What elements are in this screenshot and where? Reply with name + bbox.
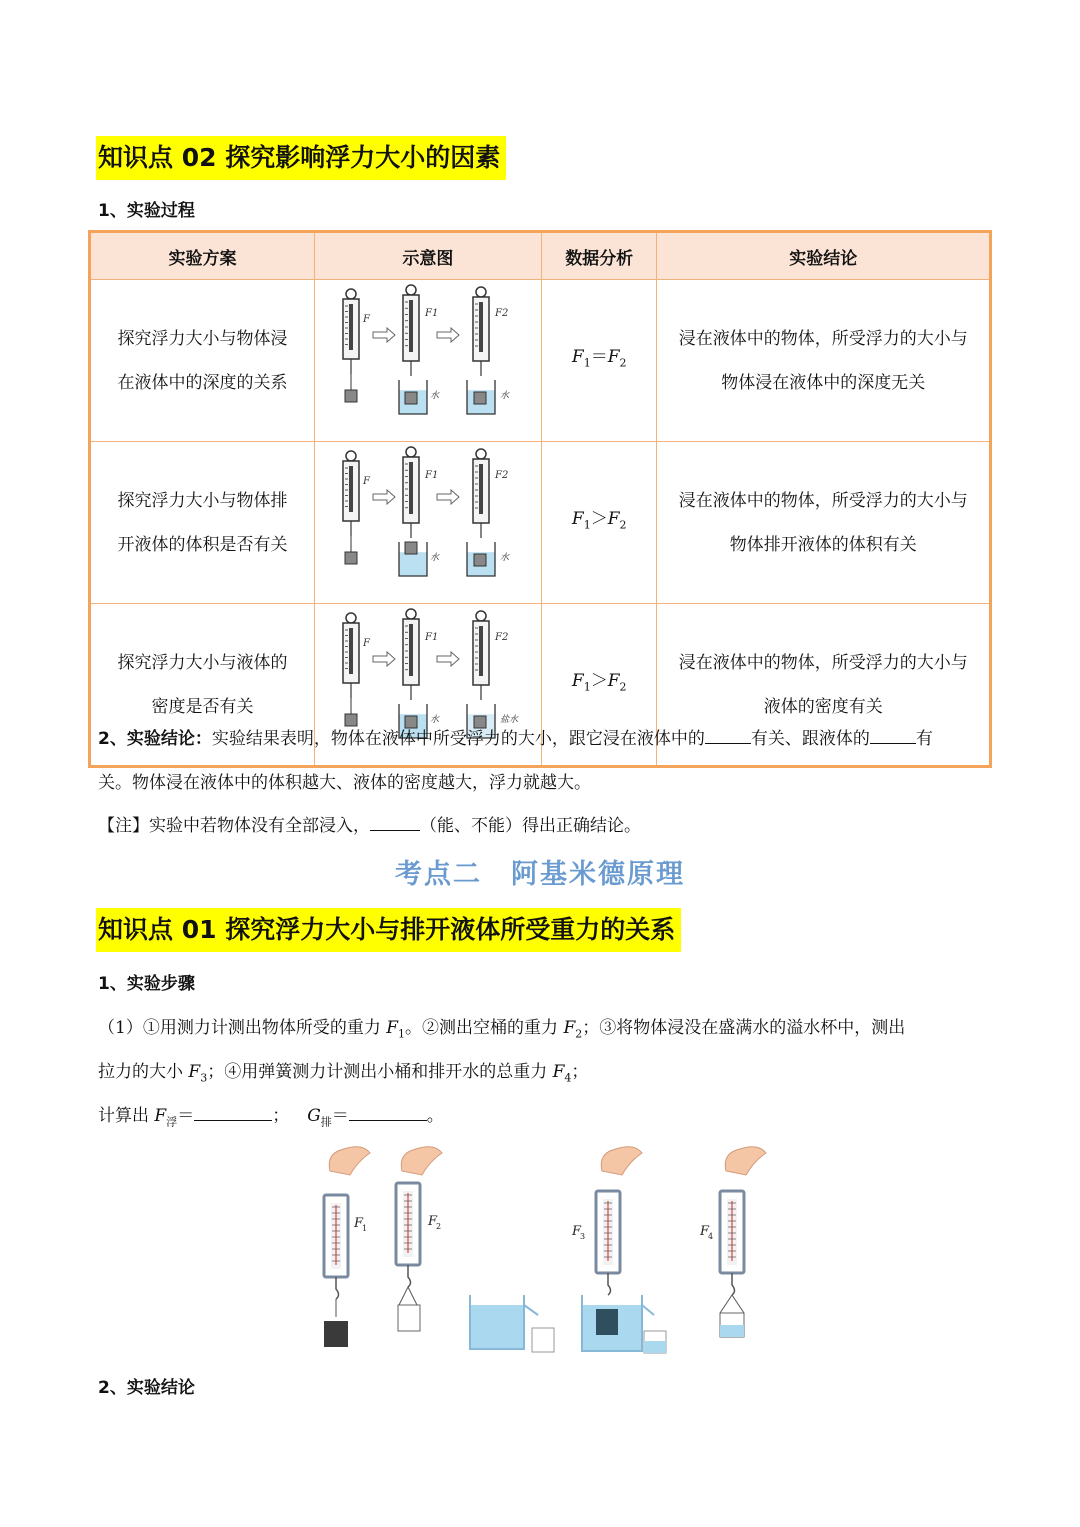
block-1 <box>345 552 357 564</box>
plan-line: 在液体中的深度的关系 <box>117 372 288 393</box>
conclusion-text-a: 实验结果表明，物体在液体中所受浮力的大小，跟它浸在液体中的 <box>211 729 705 749</box>
label-f: F <box>362 476 370 487</box>
small-bucket-1 <box>532 1328 554 1352</box>
bucket-2 <box>398 1305 420 1331</box>
conclusion-line: 液体的密度有关 <box>763 696 883 717</box>
scale-1-spring <box>349 304 353 350</box>
scale-2-hook <box>408 1265 411 1287</box>
archimedes-figure <box>300 1145 780 1360</box>
bucket-4-handle <box>720 1295 744 1313</box>
analysis-formula <box>572 335 627 385</box>
arrow-2 <box>437 490 459 504</box>
label-f: F <box>362 314 370 325</box>
label-f2: F <box>428 1214 438 1229</box>
block-3 <box>474 554 486 566</box>
hand-1 <box>329 1147 370 1175</box>
plan-line: 开液体的体积是否有关 <box>117 534 288 555</box>
label-liquid-1: 水 <box>429 715 439 725</box>
sub-1: 1 <box>398 1027 406 1041</box>
step-text-1a: （1）①用测力计测出物体所受的重力 <box>98 1018 387 1038</box>
scale-2-spring <box>409 300 413 352</box>
calc-text-a: 计算出 <box>98 1106 155 1126</box>
operator: ＞ <box>590 509 608 530</box>
scale-2-ring <box>406 447 416 457</box>
step-text-2a: 拉力的大小 <box>98 1062 189 1082</box>
header-plan: 实验方案 <box>90 232 315 280</box>
label-f3-sub: 3 <box>580 1232 586 1241</box>
sym-f: F <box>571 347 584 368</box>
sub: 1 <box>583 680 591 694</box>
cell-analysis <box>541 280 657 442</box>
arrow-1 <box>373 328 395 342</box>
label-f4: F <box>700 1224 710 1239</box>
cell-diagram <box>314 442 541 604</box>
block-2 <box>405 392 417 404</box>
sym-f: F <box>571 671 584 692</box>
cell-plan <box>90 280 315 442</box>
hand-2 <box>401 1147 442 1175</box>
bucket-2-handle <box>398 1287 418 1307</box>
plan-line: 探究浮力大小与物体浸 <box>117 328 288 349</box>
sym-f-fu: F <box>154 1106 167 1126</box>
section-heading-1: 知识点 02 探究影响浮力大小的因素 <box>96 136 506 180</box>
cell-analysis <box>541 442 657 604</box>
label-liquid-1: 水 <box>429 553 439 563</box>
scale-3-ring <box>476 449 486 459</box>
arrow-2 <box>437 328 459 342</box>
scale-1-spring <box>349 628 353 674</box>
step-title-steps: 1、实验步骤 <box>98 974 195 994</box>
table-row <box>90 280 991 442</box>
conclusion-line: 物体浸在液体中的深度无关 <box>721 372 926 393</box>
blank-3[interactable] <box>370 830 420 831</box>
sub: 2 <box>619 518 627 532</box>
sym-f: F <box>607 509 620 530</box>
sub-fu: 浮 <box>166 1115 178 1129</box>
blank-g-pai[interactable] <box>349 1120 427 1121</box>
label-f2: F2 <box>494 632 509 643</box>
sub-pai: 排 <box>320 1115 332 1129</box>
scale-2-ring <box>406 609 416 619</box>
conclusion-label: 2、实验结论： <box>98 729 212 749</box>
conclusion-line: 物体排开液体的体积有关 <box>729 534 917 555</box>
section-title: 考点二 阿基米德原理 <box>395 859 685 890</box>
scale-4-hook <box>732 1273 735 1295</box>
conclusion-line: 浸在液体中的物体，所受浮力的大小与 <box>678 490 968 511</box>
spring-scale-diagram <box>315 442 541 586</box>
label-f1: F <box>354 1216 364 1231</box>
sym-f4: F <box>552 1062 565 1082</box>
cell-conclusion <box>657 280 991 442</box>
scale-2-spring <box>409 462 413 514</box>
analysis-formula <box>572 497 627 547</box>
sym-f: F <box>571 509 584 530</box>
calc-text-e: 。 <box>426 1106 444 1126</box>
note-line <box>98 811 641 836</box>
step-line-1 <box>98 1013 905 1040</box>
blank-f-fu[interactable] <box>194 1120 272 1121</box>
sym-g: G <box>307 1106 321 1126</box>
table-row <box>90 442 991 604</box>
arrow-1 <box>373 652 395 666</box>
sym-f3: F <box>188 1062 201 1082</box>
blank-2[interactable] <box>870 743 916 744</box>
sub: 1 <box>583 356 591 370</box>
conclusion-line: 浸在液体中的物体，所受浮力的大小与 <box>678 652 968 673</box>
scale-1-spring <box>349 466 353 512</box>
conclusion-line-1 <box>98 724 933 749</box>
blank-1[interactable] <box>705 743 751 744</box>
sub-2: 2 <box>575 1027 583 1041</box>
block-3 <box>474 392 486 404</box>
sub-4: 4 <box>564 1071 572 1085</box>
scale-1-ring <box>346 613 356 623</box>
table-header-row <box>90 232 991 280</box>
operator: ＝ <box>590 347 608 368</box>
block-3 <box>596 1309 618 1335</box>
scale-1-ring <box>346 289 356 299</box>
arrow-2 <box>437 652 459 666</box>
label-liquid-2: 水 <box>499 553 509 563</box>
calc-text-d: ＝ <box>331 1106 349 1126</box>
header-analysis: 数据分析 <box>541 232 657 280</box>
block-1 <box>345 390 357 402</box>
label-liquid-2: 水 <box>499 391 509 401</box>
operator: ＞ <box>590 671 608 692</box>
conclusion-line: 浸在液体中的物体，所受浮力的大小与 <box>678 328 968 349</box>
label-f2-sub: 2 <box>436 1222 442 1231</box>
scale-1-hook <box>336 1277 339 1299</box>
label-f1-sub: 1 <box>362 1224 368 1233</box>
label-f2: F2 <box>494 470 509 481</box>
label-liquid-1: 水 <box>429 391 439 401</box>
experiment-table <box>88 230 992 768</box>
scale-3-spring <box>479 302 483 352</box>
cell-conclusion <box>657 442 991 604</box>
conclusion-line-2: 关。物体浸在液体中的体积越大、液体的密度越大，浮力就越大。 <box>98 773 591 793</box>
hand-4 <box>725 1147 766 1175</box>
note-text-a: 【注】实验中若物体没有全部浸入， <box>98 816 370 836</box>
label-f1: F1 <box>424 308 439 319</box>
sym-f: F <box>607 347 620 368</box>
section-heading-2: 知识点 01 探究浮力大小与排开液体所受重力的关系 <box>96 908 681 952</box>
label-f: F <box>362 638 370 649</box>
calc-line <box>98 1101 444 1129</box>
scale-3-spring <box>479 464 483 514</box>
beaker-1-water <box>399 552 427 576</box>
calc-text-c: ； <box>272 1106 290 1126</box>
conclusion-text-c: 有 <box>915 729 933 749</box>
cell-plan <box>90 442 315 604</box>
analysis-formula <box>572 659 627 709</box>
header-conclusion: 实验结论 <box>657 232 991 280</box>
step-text-1c: ；③将物体浸没在盛满水的溢水杯中，测出 <box>582 1018 906 1038</box>
conclusion-text-b: 有关、跟液体的 <box>750 729 870 749</box>
cell-diagram <box>314 280 541 442</box>
spring-scale-diagram <box>315 280 541 424</box>
label-f4-sub: 4 <box>708 1232 714 1241</box>
step-text-2b: ；④用弹簧测力计测出小桶和排开水的总重力 <box>207 1062 553 1082</box>
scale-3-spring <box>479 626 483 676</box>
plan-line: 探究浮力大小与液体的 <box>117 652 288 673</box>
header-diagram: 示意图 <box>314 232 541 280</box>
scale-2-ring <box>406 285 416 295</box>
sub: 2 <box>619 356 627 370</box>
plan-line: 密度是否有关 <box>151 696 254 717</box>
overflow-water <box>470 1305 524 1349</box>
block-1 <box>324 1321 348 1347</box>
sym-f1: F <box>386 1018 399 1038</box>
label-f2: F2 <box>494 308 509 319</box>
small-bucket-water <box>644 1341 666 1353</box>
arrow-1 <box>373 490 395 504</box>
step-text-1b: 。②测出空桶的重力 <box>405 1018 564 1038</box>
sub: 2 <box>619 680 627 694</box>
plan-line: 探究浮力大小与物体排 <box>117 490 288 511</box>
scale-2-spring <box>409 624 413 676</box>
hand-3 <box>601 1147 642 1175</box>
scale-3-ring <box>476 287 486 297</box>
sym-f: F <box>607 671 620 692</box>
bucket-4-water <box>720 1325 744 1337</box>
scale-3-hook <box>608 1273 611 1295</box>
scale-3-ring <box>476 611 486 621</box>
block-2 <box>405 542 417 554</box>
sub: 1 <box>583 518 591 532</box>
calc-text-b: ＝ <box>177 1106 195 1126</box>
sub-3: 3 <box>200 1071 208 1085</box>
step-line-2 <box>98 1057 588 1084</box>
label-f1: F1 <box>424 632 439 643</box>
step-title-process: 1、实验过程 <box>98 201 195 221</box>
label-f1: F1 <box>424 470 439 481</box>
note-text-b: （能、不能）得出正确结论。 <box>420 816 641 836</box>
step-text-2c: ； <box>571 1062 589 1082</box>
step-title-conclusion: 2、实验结论 <box>98 1378 195 1398</box>
label-liquid-2: 盐水 <box>499 715 518 725</box>
label-f3: F <box>572 1224 582 1239</box>
sym-f2: F <box>563 1018 576 1038</box>
scale-1-ring <box>346 451 356 461</box>
